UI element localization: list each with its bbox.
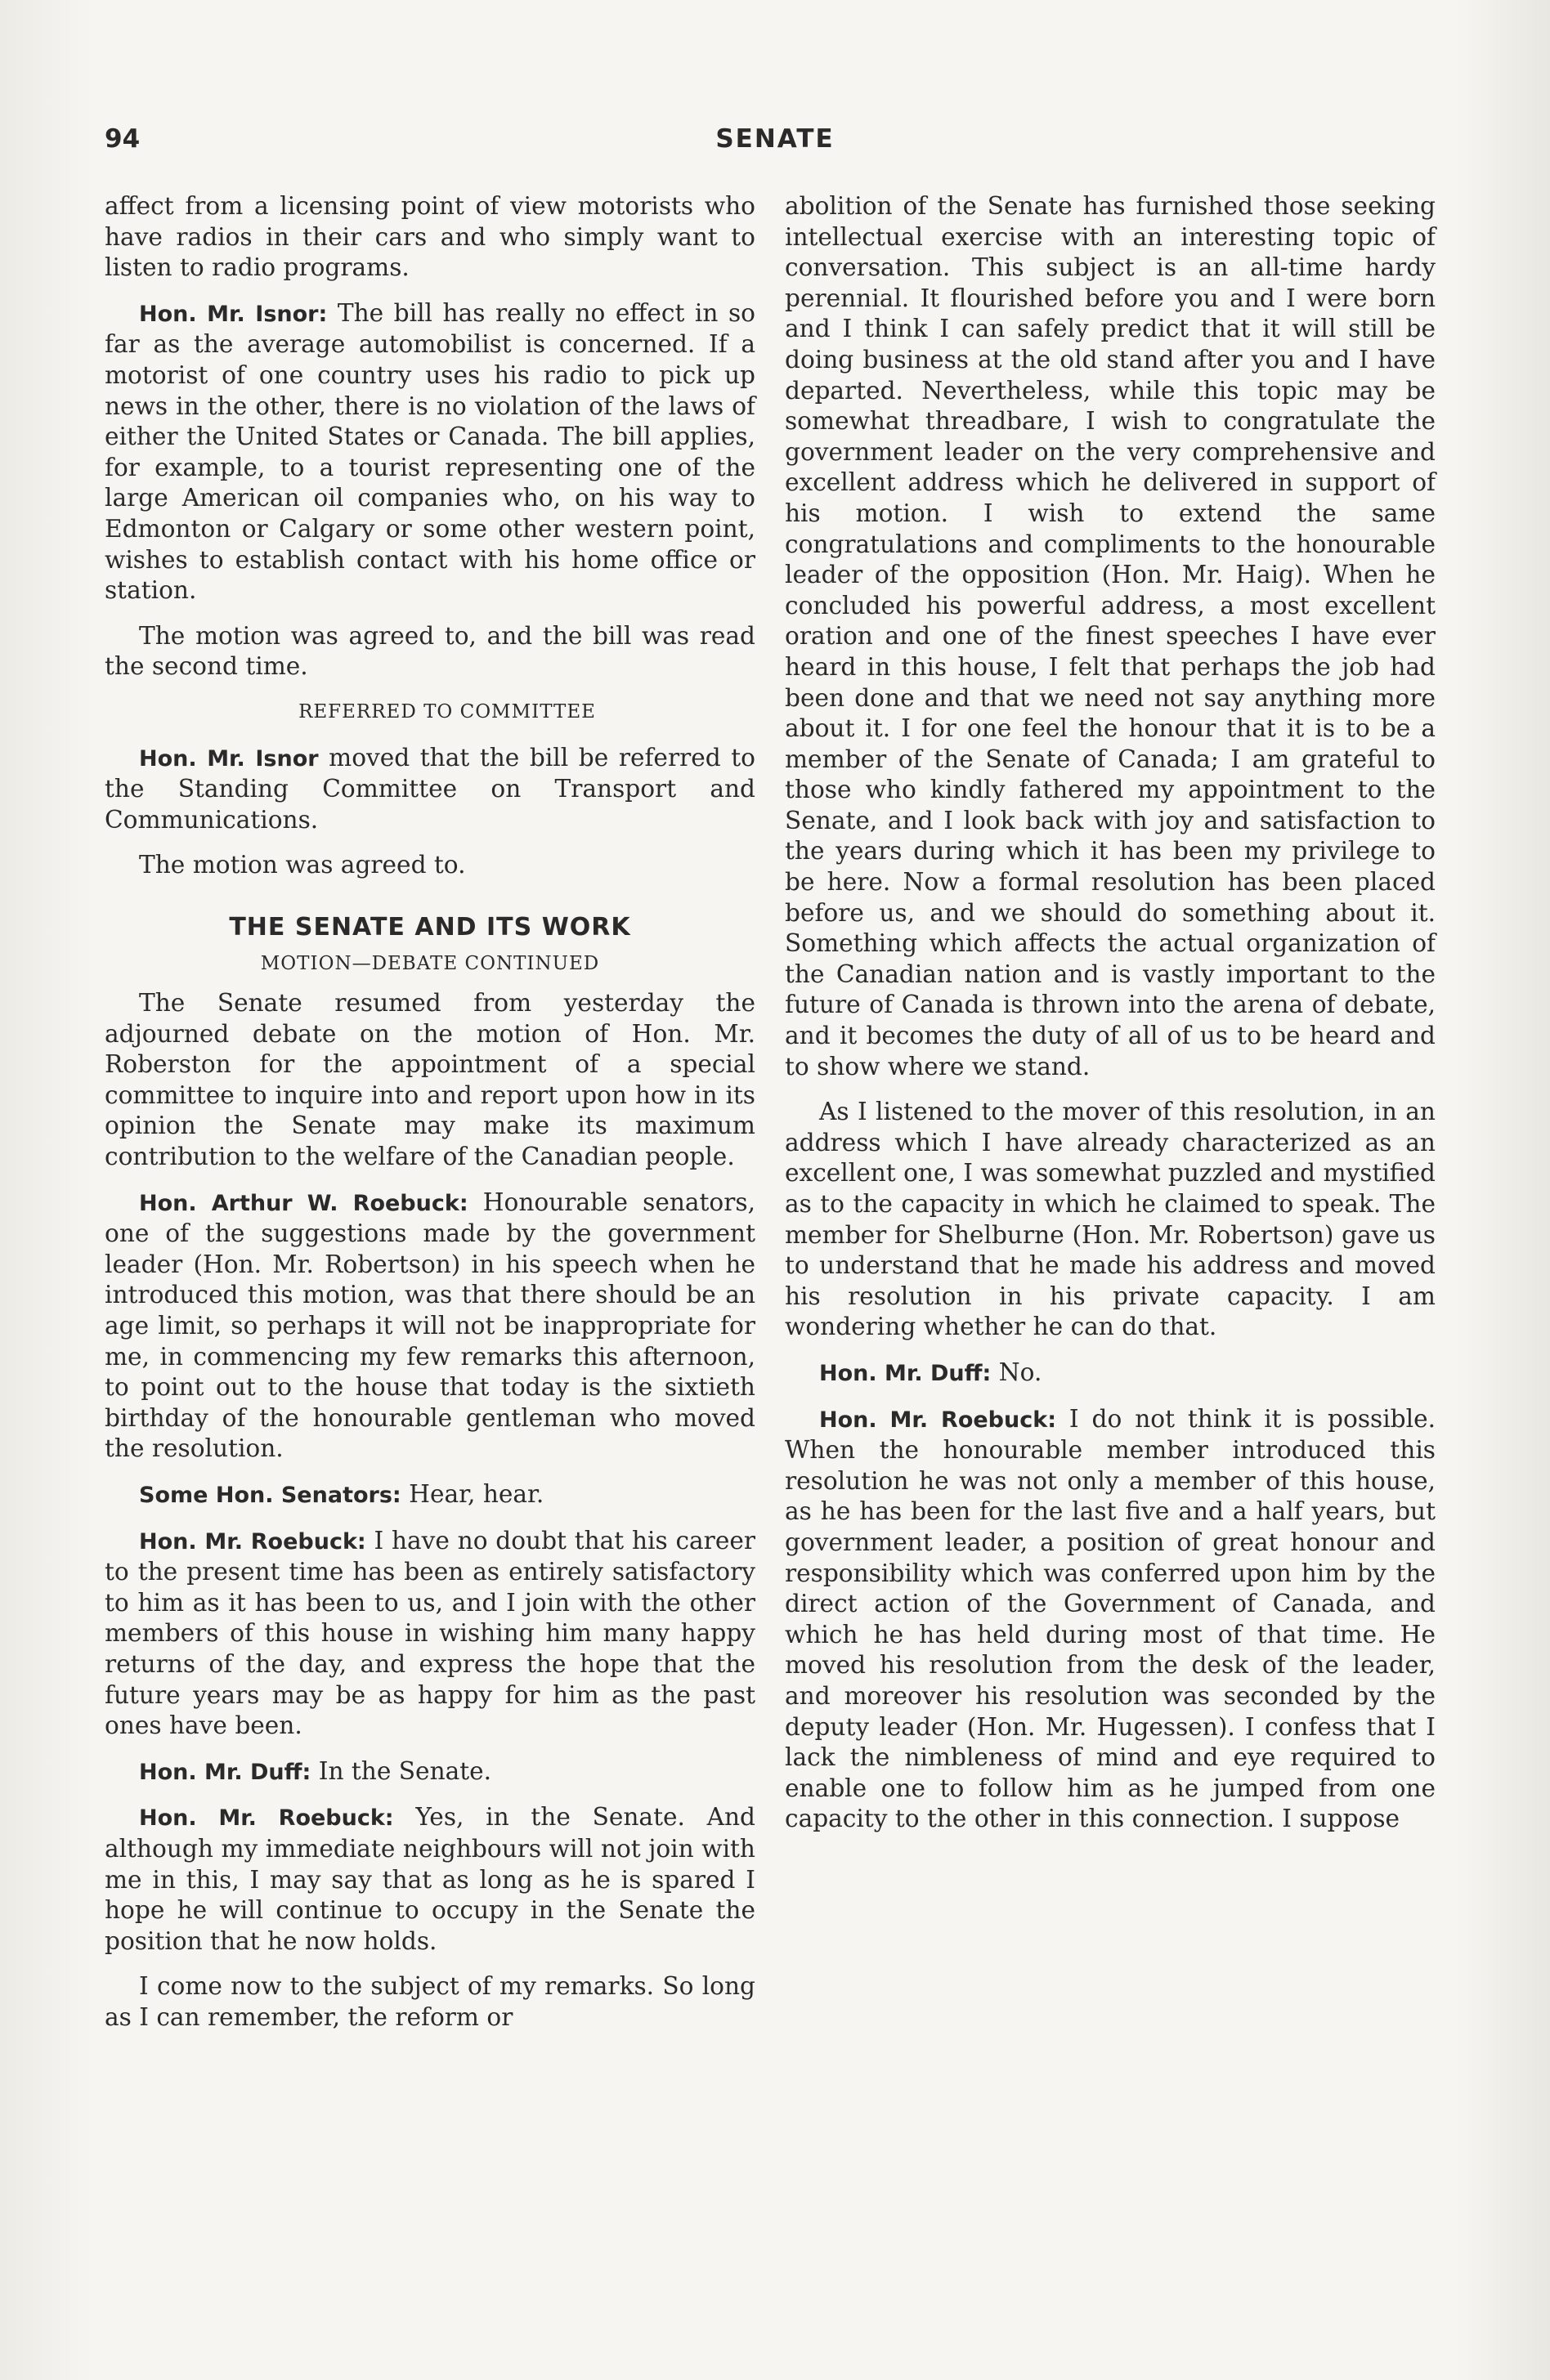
speaker-name: Hon. Mr. Roebuck: [139, 1805, 394, 1832]
speaker-name: Hon. Mr. Roebuck: [139, 1528, 366, 1555]
speech-text: In the Senate. [318, 1756, 492, 1785]
running-head: SENATE [715, 124, 835, 154]
page-number: 94 [105, 124, 141, 154]
paragraph [785, 1358, 1436, 1389]
paragraph: The motion was agreed to. [139, 851, 466, 879]
paragraph [105, 1188, 755, 1465]
speech-text: Yes, in the Senate. And although my immediate neighbours will not join with me in this, I may say that as long as he is spared I hope he will continue to occupy in the Senate the position that he now holds. [105, 1803, 755, 1955]
speech-text: The bill has really no effect in so far as the average automobilist is concerned. If a motorist of one country uses his radio to pick up news in the other, there is no violation of the laws of either the United States or Canada. The bill applies, for example, to a tourist representing one of the large American oil companies who, on his way to Edmonton or Calgary or some other western point, wishes to establish contact with his home office or station. [105, 298, 756, 605]
speaker-name: Hon. Arthur W. Roebuck: [139, 1190, 468, 1216]
right-column [785, 191, 1436, 1850]
speaker-name: Some Hon. Senators: [139, 1482, 401, 1508]
paragraph [105, 1526, 755, 1742]
paragraph: I come now to the subject of my remarks. So long as I can remember, the reform or [105, 1972, 755, 2031]
speech-text: I do not think it is possible. When the honourable member introduced this resolution he was not only a member of this house, as he has been for the last five and a half years, but government leader, a position of great honour and responsibility which was conferred upon him by the direct action of the Government of Canada, and which he has held during most of that time. He moved his resolution from the desk of the leader, and moreover his resolution was seconded by the deputy leader (Hon. Mr. Hugessen). I confess that I lack the nimbleness of mind and eye required to enable one to follow him as he jumped from one capacity to the other in this connection. I suppose [785, 1404, 1436, 1833]
speaker-name: Hon. Mr. Isnor [139, 745, 319, 772]
paragraph [105, 743, 755, 836]
paragraph [105, 1756, 755, 1788]
page-header [105, 124, 1445, 165]
paragraph: The motion was agreed to, and the bill was read the second time. [105, 621, 755, 681]
speech-text: Honourable senators, one of the suggestions made by the government leader (Hon. Mr. Robertson) in his speech when he introduced this motion, was that there should be an age limit, so perhaps it will not be inappropriate for me, in commencing my few remarks this afternoon, to point out to the house that today is the sixtieth birthday of the honourable gentleman who moved the resolution. [105, 1188, 755, 1463]
speech-text: I have no doubt that his career to the present time has been as entirely satisfactory to him as it has been to us, and I join with the other members of this house in wishing him many happy returns of the day, and express the hope that the future years may be as happy for him as the past ones have been. [105, 1526, 755, 1740]
speaker-name: Hon. Mr. Duff: [819, 1360, 992, 1386]
speech-text: Hear, hear. [409, 1479, 544, 1508]
paragraph [105, 1479, 755, 1511]
speaker-name: Hon. Mr. Duff: [139, 1759, 311, 1785]
paragraph [105, 298, 755, 606]
paragraph: abolition of the Senate has furnished those seeking intellectual exercise with an interesting topic of conversation. This subject is an all-time hardy perennial. It flourished before you and I were born and I think I can safely predict that it will still be doing business at the old stand after you and I have departed. Nevertheless, while this topic may be somewhat threadbare, I wish to congratulate the government leader on the very comprehensive and excellent address which he delivered in support of his motion. I wish to extend the same congratulations and compliments to the honourable leader of the opposition (Hon. Mr. Haig). When he concluded his powerful address, a most excellent oration and one of the finest speeches I have ever heard in this house, I felt that perhaps the job had been done and that we need not say anything more about it. I for one feel the honour that it is to be a member of the Senate of Canada; I am grateful to those who kindly fathered my appointment to the Senate, and I look back with joy and satisfaction to the years during which it has been my privilege to be here. Now a formal resolution has been placed before us, and we should do something about it. Something which affects the actual organization of the Canadian nation and is vastly important to the future of Canada is thrown into the arena of debate, and it becomes the duty of all of us to be heard and to show where we stand. [785, 192, 1436, 1080]
paragraph: affect from a licensing point of view motorists who have radios in their cars and who simply want to listen to radio programs. [105, 192, 755, 282]
speech-text: moved that the bill be referred to the Standing Committee on Transport and Communications. [105, 743, 755, 834]
paragraph: As I listened to the mover of this resolution, in an address which I have already characterized as an excellent one, I was somewhat puzzled and mystified as to the capacity in which he claimed to speak. The member for Shelburne (Hon. Mr. Robertson) gave us to understand that he made his address and moved his resolution in his private capacity. I am wondering whether he can do that. [785, 1098, 1436, 1341]
speech-text: No. [998, 1358, 1042, 1386]
paragraph: The Senate resumed from yesterday the adjourned debate on the motion of Hon. Mr. Roberston for the appointment of a special committee to inquire into and report upon how in its opinion the Senate may make its maximum contribution to the welfare of the Canadian people. [105, 989, 755, 1171]
speaker-name: Hon. Mr. Roebuck: [819, 1407, 1056, 1433]
subheading: REFERRED TO COMMITTEE [298, 700, 596, 722]
paragraph [105, 1802, 755, 1957]
speaker-name: Hon. Mr. Isnor: [139, 301, 328, 327]
paragraph [785, 1404, 1436, 1835]
section-subtitle: MOTION—DEBATE CONTINUED [260, 953, 600, 975]
section-title: THE SENATE AND ITS WORK [229, 912, 631, 942]
left-column [105, 191, 755, 2047]
